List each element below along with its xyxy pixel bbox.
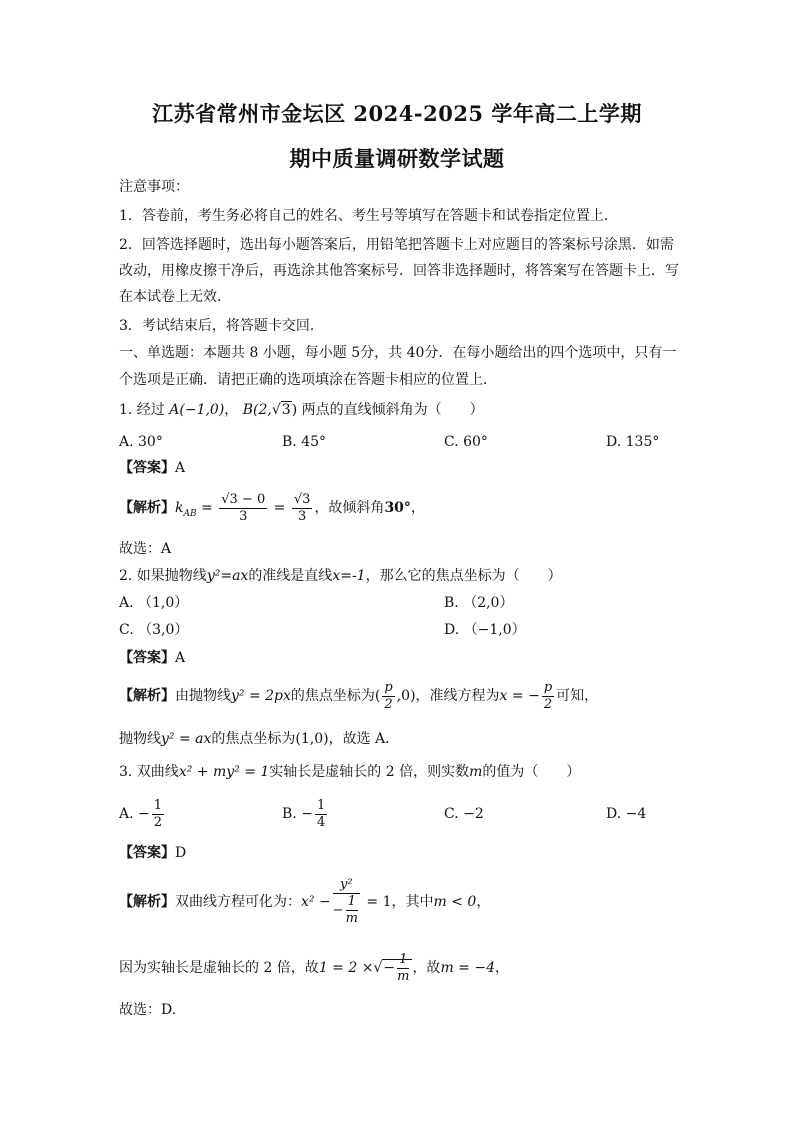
note-2a: 2．回答选择题时，选出每小题答案后，用铅笔把答题卡上对应题目的答案标号涂黑．如需 xyxy=(119,237,674,253)
q3-option-c: C. −2 xyxy=(444,806,484,822)
q2-stem-b: 的准线是直线 xyxy=(248,568,333,584)
q1-point-b-pre: B(2, xyxy=(242,402,272,418)
q2-a4: 可知， xyxy=(556,688,599,704)
note-1: 1．答卷前，考生务必将自己的姓名、考生号等填写在答题卡和试卷指定位置上． xyxy=(119,208,618,224)
q2-focus-frac xyxy=(382,680,394,713)
note-3: 3．考试结束后，将答题卡交回． xyxy=(119,318,324,334)
q3-option-a-label: A. xyxy=(119,806,134,822)
q2-answer xyxy=(119,648,185,668)
q3-b2-eq: m = −4 xyxy=(440,960,495,976)
q1-number: 1. 经过 xyxy=(119,402,165,418)
q3-a2: ，其中 xyxy=(391,894,434,910)
q2-analysis-line-2 xyxy=(119,729,399,749)
q1-eq: = xyxy=(196,500,218,516)
q3-hyperbola-den: − $\frac{1}{m}$ xyxy=(332,894,358,926)
q3-analysis-line-2: 因为实轴长是虚轴长的 2 倍，故1 = 2 ×√− $\frac{1}{m}$ ，故m = −4， xyxy=(119,951,509,984)
q2-focus-pre: ( xyxy=(374,688,381,704)
note-2b: 改动，用橡皮擦干净后，再选涂其他答案标号．回答非选择题时，将答案写在答题卡上．写 xyxy=(119,263,679,279)
q3-radical-frac xyxy=(397,952,409,985)
q3-answer-value: D xyxy=(175,845,187,861)
q3-option-b-num: 1 xyxy=(316,797,326,813)
q2-focus-post: ,0) xyxy=(396,688,416,704)
q3-analysis-line-1 xyxy=(119,872,490,932)
q1-k-sub: AB xyxy=(183,508,197,519)
q2-directrix-num: p xyxy=(543,679,553,695)
q2-b1-eq: y² = ax xyxy=(161,731,212,747)
q1-point-a: A(−1,0) xyxy=(169,402,225,418)
q1-frac-2 xyxy=(292,492,313,525)
q3-hyperbola-frac xyxy=(333,877,360,927)
note-2c: 在本试卷上无效． xyxy=(119,289,231,305)
q2-option-d: D. （−1,0） xyxy=(444,622,526,638)
q1-stem: 1. 经过 A(−1,0)， B(2,√3) 两点的直线倾斜角为（ ） xyxy=(119,402,484,418)
q3-a1-eq: = 1 xyxy=(361,894,392,910)
q2-directrix-frac xyxy=(542,680,554,713)
q1-k: k xyxy=(175,500,184,516)
q1-eq-2: = xyxy=(269,500,290,516)
q3-choose: 故选：D. xyxy=(119,1002,177,1018)
q2-focus-den: 2 xyxy=(384,696,393,712)
q1-option-c: C. 60° xyxy=(444,434,488,450)
q1-answer xyxy=(119,458,185,478)
q3-hyperbola-num: y² xyxy=(333,877,360,894)
q1-stem-rest: 两点的直线倾斜角为（ ） xyxy=(301,402,484,418)
q1-point-b-radicand: 3 xyxy=(281,402,291,418)
q2-option-a: A. （1,0） xyxy=(119,595,189,611)
q3-answer-label: 【答案】 xyxy=(119,845,175,861)
q2-option-c: C. （3,0） xyxy=(119,622,189,638)
q2-b3: ，故选 A． xyxy=(328,731,400,747)
q2-a2: 的焦点坐标为 xyxy=(290,688,375,704)
q2-a3-eq: x = − xyxy=(499,688,540,704)
q3-a1-x: x² − xyxy=(301,894,331,910)
q2-b2: 的焦点坐标为 xyxy=(211,731,296,747)
q3-option-b-den: 4 xyxy=(316,814,326,830)
title-line-2: 期中质量调研数学试题 xyxy=(289,146,505,171)
q2-stem xyxy=(119,566,562,586)
q3-option-a-den: 2 xyxy=(153,814,163,830)
q1-answer-label: 【答案】 xyxy=(119,460,175,476)
q3-b3: ， xyxy=(494,960,509,976)
q3-stem-a: 3. 双曲线 xyxy=(119,764,179,780)
q3-stem xyxy=(119,762,580,782)
q2-stem-x: x=-1 xyxy=(332,568,366,584)
q3-answer xyxy=(119,843,186,863)
q1-analysis xyxy=(119,488,425,534)
q3-analysis-label: 【解析】 xyxy=(119,894,175,910)
q3-option-a-num: 1 xyxy=(153,797,163,813)
q1-answer-value: A xyxy=(175,460,186,476)
q2-answer-value: A xyxy=(175,650,186,666)
q2-option-b: B. （2,0） xyxy=(444,595,514,611)
q3-radical-den: m xyxy=(397,968,410,984)
q3-option-b-frac xyxy=(315,798,327,831)
q3-b1-eq: 1 = 2 × xyxy=(318,960,374,976)
q2-stem-a: 2. 如果抛物线 xyxy=(119,568,207,584)
q1-conclusion: ，故倾斜角 xyxy=(314,500,385,516)
q3-a3: ， xyxy=(476,894,491,910)
q3-option-b-label: B. xyxy=(282,806,297,822)
q3-a2-cond: m < 0 xyxy=(433,894,477,910)
q2-focus-num: p xyxy=(384,679,393,695)
q3-stem-c: 的值为（ ） xyxy=(482,764,581,780)
q3-hyperbola-inner-frac xyxy=(346,894,358,927)
q1-point-b-post: ) xyxy=(291,402,298,418)
q1-choose: 故选：A xyxy=(119,541,172,557)
q1-option-a: A. 30° xyxy=(119,434,163,450)
q1-frac-1-den: 3 xyxy=(239,508,248,524)
q3-a1: 双曲线方程可化为： xyxy=(175,894,301,910)
q1-option-b: B. 45° xyxy=(282,434,327,450)
notes-heading: 注意事项： xyxy=(119,179,189,195)
title-line-1: 江苏省常州市金坛区 2024-2025 学年高二上学期 xyxy=(152,101,642,126)
q3-radical-num: 1 xyxy=(397,952,409,969)
q3-stem-m: m xyxy=(469,764,483,780)
q1-sep: ， xyxy=(224,402,239,418)
q3-option-a-frac xyxy=(152,798,164,831)
q1-frac-2-den: 3 xyxy=(298,508,307,524)
q2-answer-label: 【答案】 xyxy=(119,650,175,666)
q2-a1-eq: y² = 2px xyxy=(231,688,291,704)
q3-option-a: A. − $\frac{1}{2}$ xyxy=(119,797,163,830)
q1-frac-2-num: √3 xyxy=(293,491,311,507)
q2-stem-c: ，那么它的焦点坐标为（ ） xyxy=(365,568,562,584)
q3-hyperbola-inner-den: m xyxy=(345,911,358,926)
section-1-line-2: 个选项是正确．请把正确的选项填涂在答题卡相应的位置上． xyxy=(119,372,497,388)
q3-option-d: D. −4 xyxy=(606,806,647,822)
q1-option-d: D. 135° xyxy=(606,434,660,450)
q1-angle: 30° xyxy=(384,500,411,516)
q2-a3: ，准线方程为 xyxy=(415,688,500,704)
q3-stem-b: 实轴长是虚轴长的 2 倍，则实数 xyxy=(269,764,470,780)
q1-frac-1 xyxy=(219,492,267,525)
q3-radical: − $\frac{1}{m}$ xyxy=(382,959,412,976)
q2-b1: 抛物线 xyxy=(119,731,161,747)
section-1-line-1: 一、单选题：本题共 8 小题，每小题 5分，共 40分．在每小题给出的四个选项中，只有一 xyxy=(119,345,677,361)
q2-directrix-den: 2 xyxy=(543,696,553,712)
q3-option-b: B. − $\frac{1}{4}$ xyxy=(282,797,326,830)
q3-stem-eq: x² + my² = 1 xyxy=(178,764,270,780)
q1-analysis-label: 【解析】 xyxy=(119,500,175,516)
q2-analysis-line-1 xyxy=(119,678,598,714)
q3-b2: ，故 xyxy=(412,960,441,976)
q2-stem-eq: y²=ax xyxy=(206,568,249,584)
q3-hyperbola-inner-num: 1 xyxy=(346,894,358,911)
q3-b1: 因为实轴长是虚轴长的 2 倍，故 xyxy=(119,960,319,976)
q2-a1: 由抛物线 xyxy=(175,688,231,704)
q2-b2-pt: (1,0) xyxy=(295,731,329,747)
q1-tail: ， xyxy=(410,500,425,516)
q1-frac-1-num: √3 − 0 xyxy=(221,491,266,507)
q2-analysis-label: 【解析】 xyxy=(119,688,175,704)
